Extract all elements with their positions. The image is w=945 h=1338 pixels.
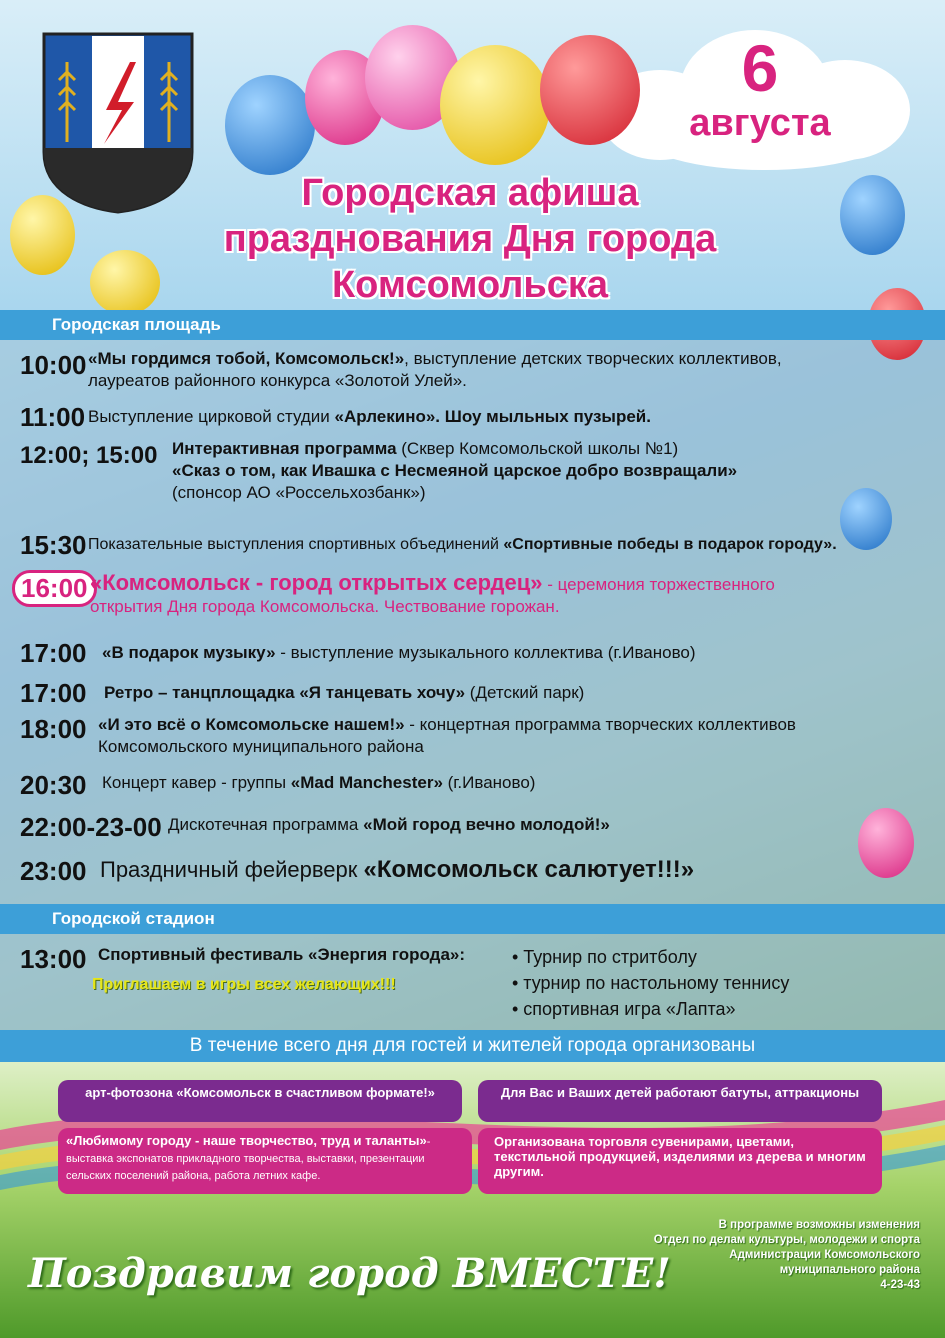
event-description bbox=[88, 348, 908, 392]
event-time: 15:30 bbox=[20, 530, 87, 560]
title-line-2: празднования Дня города bbox=[223, 218, 717, 260]
event-title: Спортивный фестиваль «Энергия города»: bbox=[98, 945, 466, 964]
event-time: 18:00 bbox=[20, 714, 87, 744]
event-text: (Детский парк) bbox=[465, 683, 585, 702]
event-text: Праздничный фейерверк bbox=[100, 857, 364, 882]
footer-note-line: муниципального района bbox=[779, 1264, 920, 1276]
info-box-text: - выставка экспонатов прикладного творчества, выставки, презентации сельских поселений района, работа летних кафе. bbox=[66, 1136, 431, 1182]
event-time-highlight: 16:00 bbox=[12, 570, 97, 607]
balloon bbox=[225, 75, 315, 175]
section-title-daylong: В течение всего дня для гостей и жителей города организованы bbox=[189, 1035, 756, 1056]
date-day: 6 bbox=[741, 31, 779, 105]
event-text: (Сквер Комсомольской школы №1) bbox=[396, 439, 679, 458]
event-time: 17:00 bbox=[20, 678, 87, 708]
event-title: «Мой город вечно молодой!» bbox=[363, 815, 610, 834]
event-text: открытия Дня города Комсомольска. Чествование горожан. bbox=[90, 597, 560, 616]
event-time: 12:00; 15:00 bbox=[20, 442, 158, 469]
section-title-city-square: Городская площадь bbox=[52, 315, 221, 334]
event-description bbox=[98, 714, 898, 758]
event-description bbox=[88, 406, 908, 428]
event-title: Ретро – танцплощадка «Я танцевать хочу» bbox=[104, 683, 466, 702]
event-description bbox=[90, 572, 910, 618]
info-box-photozone: арт-фотозона «Комсомольск в счастливом формате!» bbox=[58, 1080, 462, 1122]
event-text: (спонсор АО «Россельхозбанк») bbox=[172, 483, 426, 502]
sports-list bbox=[512, 944, 789, 1022]
balloon bbox=[10, 195, 75, 275]
title-line-1: Городская афиша bbox=[301, 172, 639, 214]
event-time: 10:00 bbox=[20, 350, 87, 380]
title-line-3: Комсомольска bbox=[331, 264, 609, 306]
event-description bbox=[88, 534, 928, 556]
event-text: - церемония торжественного bbox=[542, 575, 775, 594]
event-title: «Мы гордимся тобой, Комсомольск!» bbox=[88, 349, 405, 368]
event-title: «Арлекино». Шоу мыльных пузырей. bbox=[334, 407, 651, 426]
page-title bbox=[130, 170, 810, 308]
event-text: - концертная программа творческих коллективов bbox=[404, 715, 796, 734]
invitation-text: Приглашаем в игры всех желающих!!! bbox=[92, 976, 396, 993]
info-box-attractions: Для Вас и Ваших детей работают батуты, аттракционы bbox=[478, 1080, 882, 1122]
event-time: 20:30 bbox=[20, 770, 87, 800]
info-box-trade: Организована торговля сувенирами, цветами, текстильной продукцией, изделиями из дерева и многим другим. bbox=[478, 1128, 882, 1194]
event-text: лауреатов районного конкурса «Золотой Улей». bbox=[88, 371, 467, 390]
event-text: Концерт кавер - группы bbox=[102, 773, 291, 792]
event-description bbox=[98, 944, 518, 966]
event-time: 23:00 bbox=[20, 856, 87, 886]
event-title: «И это всё о Комсомольске нашем!» bbox=[98, 715, 405, 734]
event-text: Комсомольского муниципального района bbox=[98, 737, 424, 756]
event-title: «Спортивные победы в подарок городу». bbox=[503, 536, 837, 553]
info-box-exhibition bbox=[58, 1128, 472, 1194]
event-text: Выступление цирковой студии bbox=[88, 407, 335, 426]
event-description bbox=[102, 642, 902, 664]
event-title: «Сказ о том, как Ивашка с Несмеяной царское добро возвращали» bbox=[172, 461, 738, 480]
event-title: «Комсомольск - город открытых сердец» bbox=[90, 570, 543, 595]
event-title: «Mad Manchester» bbox=[290, 773, 443, 792]
balloon bbox=[440, 45, 550, 165]
section-title-stadium: Городской стадион bbox=[52, 909, 215, 928]
sports-item: • спортивная игра «Лапта» bbox=[512, 999, 736, 1019]
footer-note-line: Отдел по делам культуры, молодежи и спорта bbox=[653, 1234, 920, 1246]
footer-note-line: Администрации Комсомольского bbox=[729, 1249, 920, 1261]
event-time: 13:00 bbox=[20, 944, 87, 974]
section-bar-stadium bbox=[0, 904, 945, 934]
balloon bbox=[540, 35, 640, 145]
info-box-title: «Любимому городу - наше творчество, труд и таланты» bbox=[66, 1133, 427, 1148]
footer-note bbox=[560, 1218, 920, 1293]
event-text: - выступление музыкального коллектива (г.Иваново) bbox=[275, 643, 696, 662]
sports-item: • турнир по настольному теннису bbox=[512, 973, 790, 993]
event-text: , выступление детских творческих коллективов, bbox=[404, 349, 782, 368]
section-bar-city-square bbox=[0, 310, 945, 340]
section-bar-daylong bbox=[0, 1030, 945, 1062]
balloon bbox=[840, 175, 905, 255]
event-time: 17:00 bbox=[20, 638, 87, 668]
event-description bbox=[100, 856, 900, 884]
footer-note-line: 4-23-43 bbox=[880, 1279, 920, 1291]
event-time: 22:00-23-00 bbox=[20, 812, 162, 842]
footer-slogan: Поздравим город ВМЕСТЕ! bbox=[28, 1250, 671, 1297]
event-title: «В подарок музыку» bbox=[102, 643, 276, 662]
sports-item: • Турнир по стритболу bbox=[512, 947, 697, 967]
event-text: (г.Иваново) bbox=[442, 773, 536, 792]
event-stadium-1300 bbox=[20, 942, 920, 1022]
footer-note-line: В программе возможны изменения bbox=[718, 1219, 920, 1231]
event-description bbox=[102, 772, 902, 794]
date-month: августа bbox=[689, 102, 831, 144]
event-description bbox=[168, 814, 888, 836]
event-description bbox=[172, 438, 912, 504]
event-description bbox=[104, 682, 904, 704]
event-text: Дискотечная программа bbox=[168, 815, 364, 834]
event-time: 11:00 bbox=[20, 402, 86, 432]
event-title: «Комсомольск салютует!!!» bbox=[363, 856, 695, 883]
event-title: Интерактивная программа bbox=[172, 439, 397, 458]
event-text: Показательные выступления спортивных объединений bbox=[88, 536, 504, 553]
